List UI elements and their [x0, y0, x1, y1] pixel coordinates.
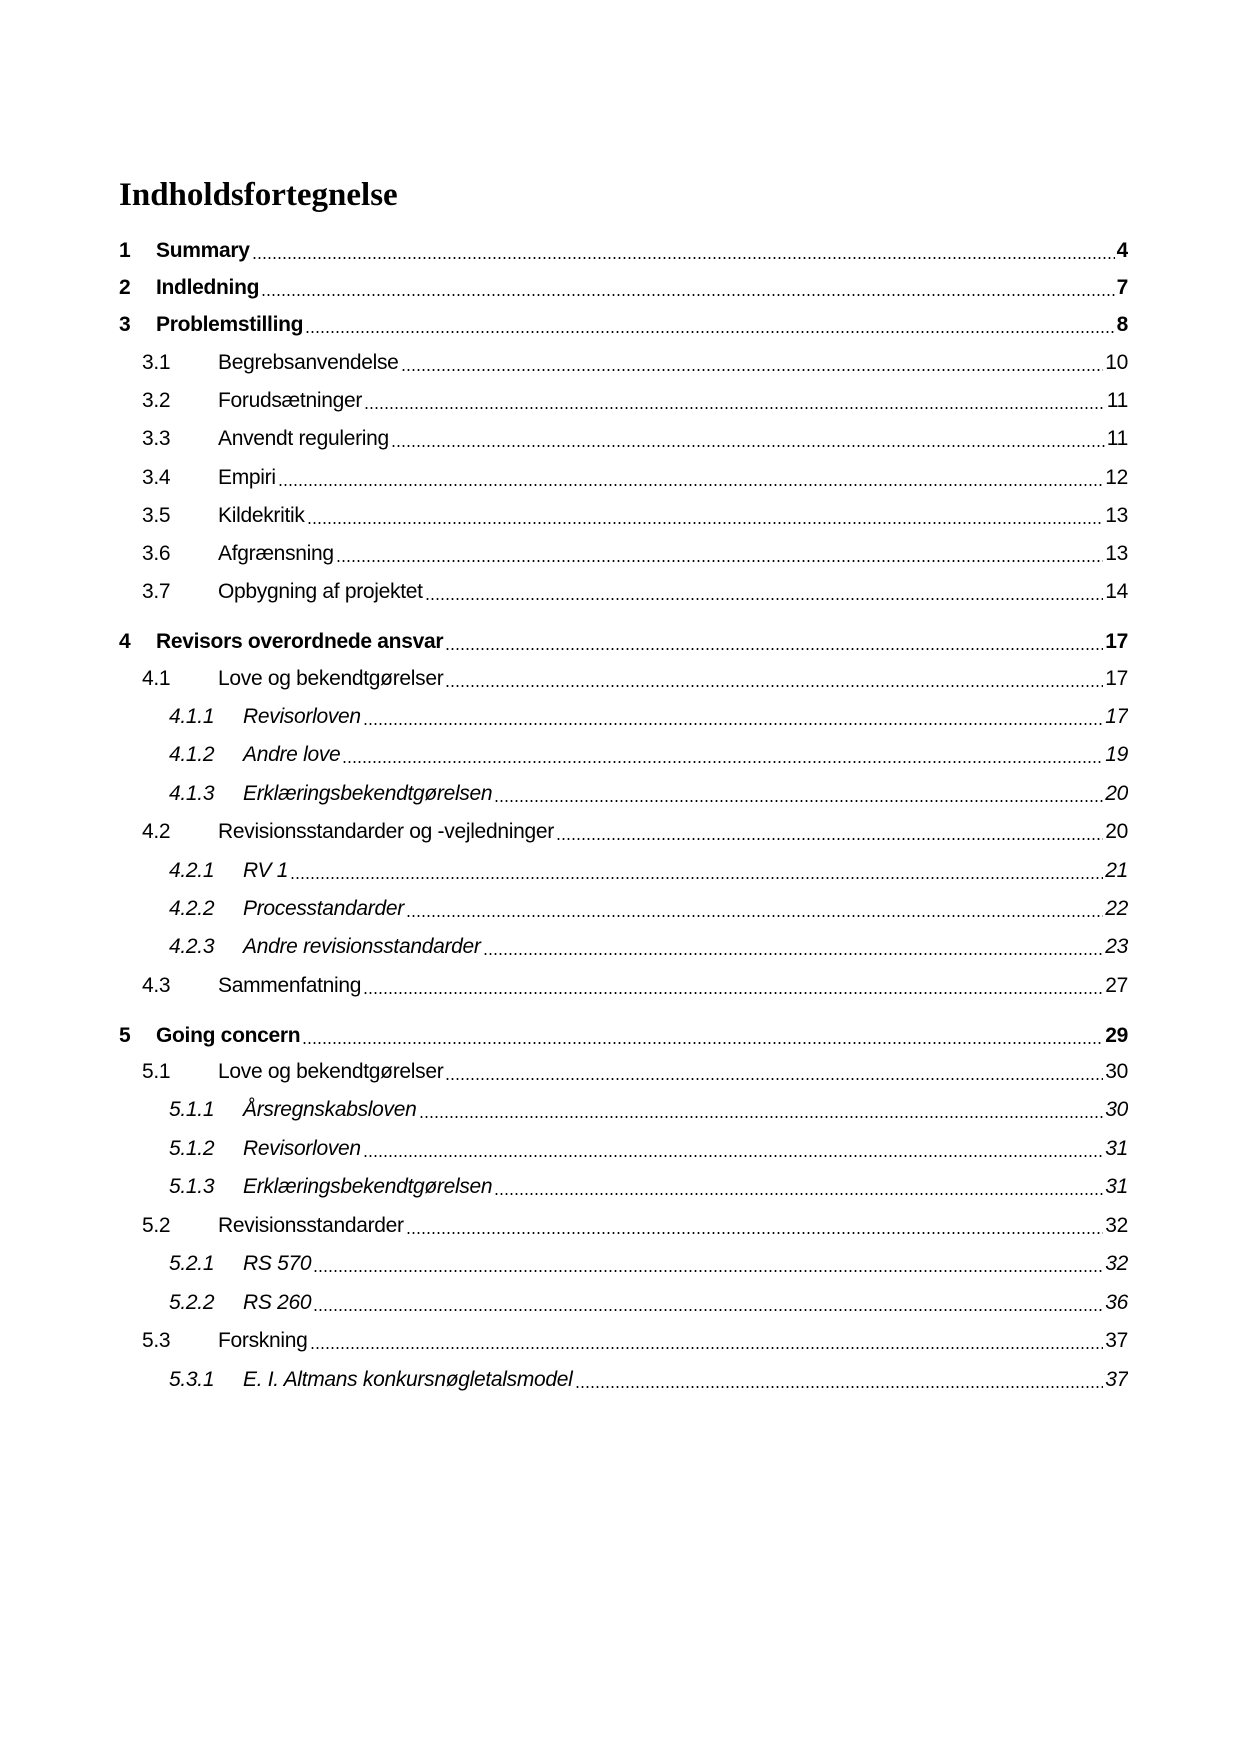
toc-entry-page-number: 8	[1116, 313, 1128, 336]
dot-leader	[278, 484, 1104, 486]
toc-entry-label: Love og bekendtgørelser	[218, 667, 444, 690]
toc-entry-number: 3	[119, 313, 131, 336]
dot-leader	[342, 761, 1103, 763]
toc-entry-label: Love og bekendtgørelser	[218, 1060, 444, 1083]
toc-entry-page-number: 19	[1105, 743, 1128, 766]
dot-leader	[363, 992, 1103, 994]
toc-entry[interactable]	[142, 463, 1128, 491]
toc-entry-page-number: 32	[1105, 1214, 1128, 1237]
toc-entry[interactable]	[142, 386, 1128, 414]
toc-entry-number: 5.3	[142, 1329, 171, 1352]
toc-entry[interactable]	[142, 1211, 1128, 1239]
dot-leader	[445, 1078, 1103, 1080]
toc-entry-label: E. I. Altmans konkursnøgletalsmodel	[243, 1368, 573, 1391]
toc-entry[interactable]	[119, 273, 1128, 301]
toc-entry-page-number: 23	[1105, 935, 1128, 958]
toc-entry-label: Empiri	[218, 466, 276, 489]
toc-entry-page-number: 4	[1116, 239, 1128, 262]
dot-leader	[363, 1155, 1103, 1157]
toc-entry-label: Kildekritik	[218, 504, 305, 527]
toc-entry[interactable]	[119, 236, 1128, 264]
toc-entry-number: 4.2.3	[169, 935, 215, 958]
toc-entry[interactable]	[142, 971, 1128, 999]
toc-entry-number: 4.2	[142, 820, 171, 843]
toc-entry-page-number: 13	[1105, 504, 1128, 527]
toc-entry-number: 5.2	[142, 1214, 171, 1237]
toc-entry-label: Opbygning af projektet	[218, 580, 423, 603]
toc-entry-number: 5.1	[142, 1060, 171, 1083]
toc-entry-page-number: 17	[1105, 705, 1128, 728]
toc-entry-label: Indledning	[156, 276, 260, 299]
toc-entry-page-number: 11	[1106, 389, 1128, 412]
toc-entry-page-number: 31	[1105, 1137, 1128, 1160]
toc-entry[interactable]	[169, 740, 1128, 768]
toc-entry[interactable]	[169, 702, 1128, 730]
toc-entry-number: 4.3	[142, 974, 171, 997]
toc-entry-page-number: 30	[1105, 1098, 1128, 1121]
toc-entry-label: RV 1	[243, 859, 289, 882]
toc-entry-label: Revisionsstandarder	[218, 1214, 404, 1237]
toc-entry-number: 3.2	[142, 389, 171, 412]
toc-entry-label: Revisorloven	[243, 705, 361, 728]
toc-entry[interactable]	[169, 1172, 1128, 1200]
toc-entry-label: Problemstilling	[156, 313, 304, 336]
toc-entry-page-number: 31	[1105, 1175, 1128, 1198]
dot-leader	[483, 953, 1104, 955]
toc-entry[interactable]	[169, 779, 1128, 807]
toc-entry-page-number: 20	[1105, 782, 1128, 805]
toc-entry-number: 5	[119, 1024, 131, 1047]
toc-entry-label: Afgrænsning	[218, 542, 334, 565]
toc-entry-number: 5.1.2	[169, 1137, 215, 1160]
dot-leader	[445, 648, 1103, 650]
toc-entry-label: Begrebsanvendelse	[218, 351, 399, 374]
toc-entry-number: 5.2.1	[169, 1252, 215, 1275]
dot-leader	[445, 685, 1103, 687]
toc-entry-number: 4.2.1	[169, 859, 215, 882]
toc-entry-page-number: 20	[1105, 820, 1128, 843]
dot-leader	[313, 1270, 1103, 1272]
dot-leader	[419, 1116, 1104, 1118]
toc-entry-number: 3.3	[142, 427, 171, 450]
toc-entry-label: Anvendt regulering	[218, 427, 389, 450]
dot-leader	[336, 560, 1103, 562]
toc-entry-number: 5.1.1	[169, 1098, 215, 1121]
toc-entry-page-number: 21	[1105, 859, 1128, 882]
toc-entry-number: 4.1	[142, 667, 171, 690]
toc-entry-page-number: 13	[1105, 542, 1128, 565]
dot-leader	[425, 598, 1104, 600]
toc-entry[interactable]	[169, 1288, 1128, 1316]
toc-entry-page-number: 27	[1105, 974, 1128, 997]
dot-leader	[364, 407, 1105, 409]
toc-entry-number: 5.3.1	[169, 1368, 215, 1391]
toc-entry-number: 3.4	[142, 466, 171, 489]
toc-entry-page-number: 29	[1105, 1024, 1128, 1047]
toc-entry[interactable]	[142, 539, 1128, 567]
toc-entry-number: 4.1.2	[169, 743, 215, 766]
toc-entry-number: 4	[119, 630, 131, 653]
toc-entry[interactable]	[142, 577, 1128, 605]
toc-entry-page-number: 17	[1105, 630, 1128, 653]
dot-leader	[290, 877, 1103, 879]
toc-entry-number: 1	[119, 239, 131, 262]
toc-entry[interactable]	[119, 1021, 1128, 1049]
toc-entry-label: Summary	[156, 239, 250, 262]
toc-entry-label: Forskning	[218, 1329, 308, 1352]
toc-entry[interactable]	[142, 348, 1128, 376]
toc-entry[interactable]	[169, 894, 1128, 922]
toc-entry[interactable]	[169, 1134, 1128, 1162]
toc-entry[interactable]	[142, 1057, 1128, 1085]
toc-entry-page-number: 22	[1105, 897, 1128, 920]
toc-entry-label: RS 570	[243, 1252, 312, 1275]
toc-entry[interactable]	[169, 1249, 1128, 1277]
dot-leader	[406, 1232, 1104, 1234]
toc-entry[interactable]	[119, 627, 1128, 655]
toc-entry[interactable]	[169, 1365, 1128, 1393]
toc-entry-label: Forudsætninger	[218, 389, 363, 412]
dot-leader	[575, 1386, 1104, 1388]
toc-entry-label: Erklæringsbekendtgørelsen	[243, 782, 493, 805]
toc-entry-label: Revisionsstandarder og -vejledninger	[218, 820, 554, 843]
dot-leader	[313, 1309, 1103, 1311]
toc-entry[interactable]	[169, 1095, 1128, 1123]
toc-entry-label: Revisorloven	[243, 1137, 361, 1160]
dot-leader	[401, 369, 1104, 371]
toc-entry[interactable]	[142, 664, 1128, 692]
toc-entry[interactable]	[169, 856, 1128, 884]
dot-leader	[302, 1042, 1103, 1044]
toc-entry-number: 5.2.2	[169, 1291, 215, 1314]
dot-leader	[305, 331, 1114, 333]
toc-entry-page-number: 14	[1105, 580, 1128, 603]
toc-entry-label: Revisors overordnede ansvar	[156, 630, 444, 653]
toc-entry-label: RS 260	[243, 1291, 312, 1314]
dot-leader	[310, 1347, 1104, 1349]
toc-entry-page-number: 32	[1105, 1252, 1128, 1275]
toc-entry-label: Andre love	[243, 743, 341, 766]
toc-entry-page-number: 10	[1105, 351, 1128, 374]
toc-entry-label: Erklæringsbekendtgørelsen	[243, 1175, 493, 1198]
toc-entry-number: 4.2.2	[169, 897, 215, 920]
toc-entry-label: Andre revisionsstandarder	[243, 935, 481, 958]
toc-entry[interactable]	[169, 932, 1128, 960]
toc-entry[interactable]	[142, 424, 1128, 452]
dot-leader	[363, 723, 1103, 725]
dot-leader	[261, 294, 1114, 296]
toc-entry-page-number: 11	[1106, 427, 1128, 450]
toc-entry-page-number: 17	[1105, 667, 1128, 690]
dot-leader	[494, 1193, 1103, 1195]
toc-entry-page-number: 30	[1105, 1060, 1128, 1083]
toc-entry-number: 5.1.3	[169, 1175, 215, 1198]
page-title: Indholdsfortegnelse	[119, 177, 398, 213]
toc-entry[interactable]	[142, 817, 1128, 845]
toc-entry-label: Årsregnskabsloven	[243, 1098, 417, 1121]
dot-leader	[252, 257, 1115, 259]
toc-entry[interactable]	[142, 1326, 1128, 1354]
toc-entry-number: 3.1	[142, 351, 171, 374]
toc-entry-number: 3.7	[142, 580, 171, 603]
toc-entry-number: 4.1.1	[169, 705, 215, 728]
toc-entry-number: 2	[119, 276, 131, 299]
dot-leader	[406, 915, 1103, 917]
toc-entry-label: Processtandarder	[243, 897, 404, 920]
toc-entry-page-number: 37	[1105, 1368, 1128, 1391]
toc-entry[interactable]	[119, 310, 1128, 338]
toc-entry-label: Sammenfatning	[218, 974, 362, 997]
toc-entry-page-number: 37	[1105, 1329, 1128, 1352]
toc-entry[interactable]	[142, 501, 1128, 529]
dot-leader	[556, 838, 1103, 840]
toc-entry-number: 4.1.3	[169, 782, 215, 805]
dot-leader	[494, 800, 1103, 802]
toc-entry-page-number: 7	[1116, 276, 1128, 299]
toc-entry-number: 3.6	[142, 542, 171, 565]
toc-entry-page-number: 12	[1105, 466, 1128, 489]
dot-leader	[391, 445, 1105, 447]
toc-entry-number: 3.5	[142, 504, 171, 527]
dot-leader	[307, 522, 1104, 524]
toc-entry-label: Going concern	[156, 1024, 301, 1047]
toc-entry-page-number: 36	[1105, 1291, 1128, 1314]
